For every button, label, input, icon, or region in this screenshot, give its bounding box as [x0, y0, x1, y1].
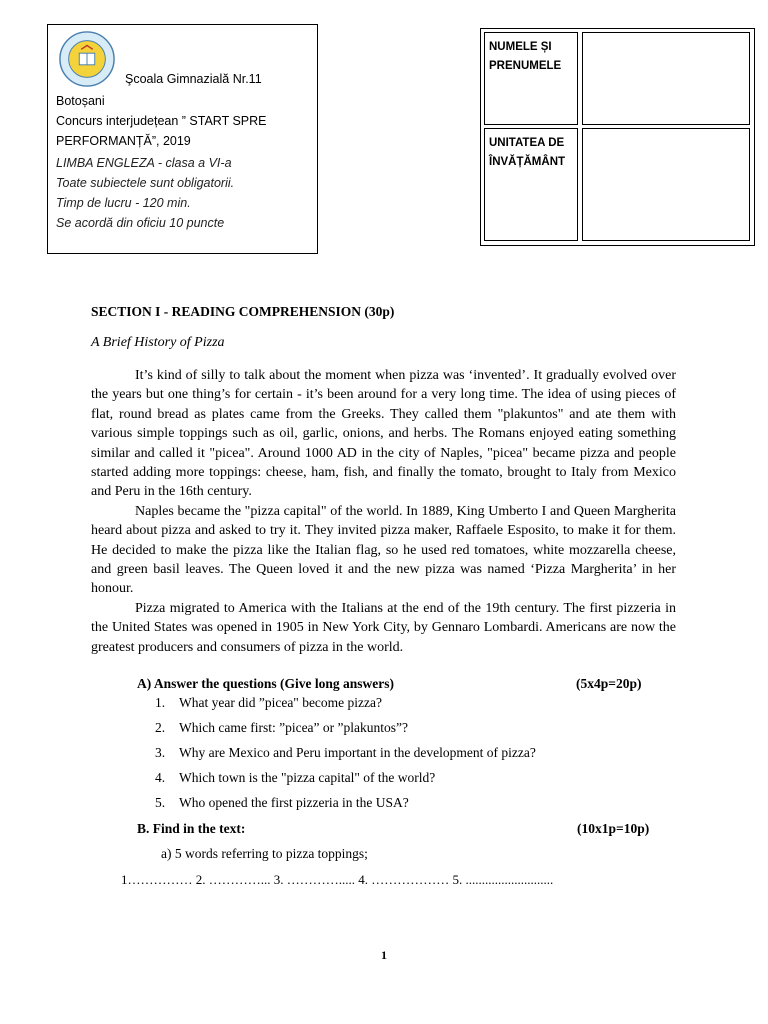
question-number: 1. — [155, 695, 166, 710]
section-title: SECTION I - READING COMPREHENSION (30p) — [91, 304, 395, 319]
contest-title-line1: Concurs interjudețean ” START SPRE — [56, 114, 267, 128]
question-text: Which came first: ”picea” or ”plakuntos”? — [179, 720, 409, 735]
rule-time: Timp de lucru - 120 min. — [56, 196, 191, 210]
school-header-box — [47, 24, 318, 254]
question-text: Why are Mexico and Peru important in the development of pizza? — [179, 745, 536, 760]
name-label: NUMELE ȘI PRENUMELE — [489, 41, 562, 72]
contest-title-line2: PERFORMANȚĂ”, 2019 — [56, 134, 191, 148]
school-logo-icon — [58, 30, 116, 88]
school-city: Botoșani — [56, 94, 105, 108]
answer-blanks[interactable]: 1…………… 2. …………... 3. …………..... 4. ……………… 5. ........................... — [121, 872, 554, 887]
question-item — [155, 720, 408, 736]
paragraph: It’s kind of silly to talk about the moment when pizza was ‘invented’. It gradually evolved over the years but one thing’s for certain - it’s been around for a very long time. The idea of using pieces of flat, round bread as plates came from the Greeks. They called them "plakuntos" and ate them with various simple toppings such as oil, garlic, onions, and herbs. The Romans enjoyed eating something similar and called it "picea". Around 1000 AD in the city of Naples, "picea" became pizza and people started adding more toppings: cheese, ham, fish, and finally the tomato, brought to Italy from Mexico and Peru in the 16th century. — [91, 368, 676, 500]
identification-table — [480, 28, 755, 246]
paragraph: Naples became the "pizza capital" of the world. In 1889, King Umberto I and Queen Margherita heard about pizza and asked to try it. They invited pizza maker, Raffaele Esposito, to make it for them. He decided to make the pizza like the Italian flag, so he used red tomatoes, white mozzarella cheese, and green basil leaves. The Queen loved it and the new pizza was named ‘Pizza Margherita’ in her honour. — [91, 503, 676, 597]
question-number: 3. — [155, 745, 166, 760]
question-number: 2. — [155, 720, 166, 735]
question-text: What year did ”picea" become pizza? — [179, 695, 383, 710]
reading-text — [91, 366, 676, 657]
question-item — [155, 695, 382, 711]
part-a-heading: A) Answer the questions (Give long answers) — [137, 676, 395, 691]
rule-mandatory: Toate subiectele sunt obligatorii. — [56, 176, 235, 190]
question-text: Who opened the first pizzeria in the USA? — [179, 795, 409, 810]
school-label: UNITATEA DE ÎNVĂȚĂMÂNT — [489, 137, 566, 168]
part-a-points: (5x4p=20p) — [576, 676, 642, 691]
page-number: 1 — [381, 948, 387, 962]
name-label-cell — [484, 32, 578, 125]
paragraph: Pizza migrated to America with the Italians at the end of the 19th century. The first pizzeria in the United States was opened in 1905 in New York City, by Gennaro Lombardi. Americans are now the greatest producers and consumers of pizza in the world. — [91, 600, 676, 655]
school-input-cell[interactable] — [582, 128, 750, 241]
name-input-cell[interactable] — [582, 32, 750, 125]
rule-points: Se acordă din oficiu 10 puncte — [56, 216, 225, 230]
subject-line: LIMBA ENGLEZA - clasa a VI-a — [56, 156, 232, 170]
question-text: Which town is the "pizza capital" of the world? — [179, 770, 436, 785]
question-item — [155, 745, 536, 761]
part-b-heading: B. Find in the text: — [137, 821, 246, 836]
question-item — [155, 795, 409, 811]
question-item — [155, 770, 435, 786]
school-label-cell — [484, 128, 578, 241]
question-number: 4. — [155, 770, 166, 785]
school-name: Şcoala Gimnazială Nr.11 — [125, 72, 262, 86]
question-number: 5. — [155, 795, 166, 810]
article-title: A Brief History of Pizza — [91, 335, 225, 350]
part-b-item-a: a) 5 words referring to pizza toppings; — [161, 846, 368, 861]
part-b-points: (10x1p=10p) — [577, 821, 650, 836]
